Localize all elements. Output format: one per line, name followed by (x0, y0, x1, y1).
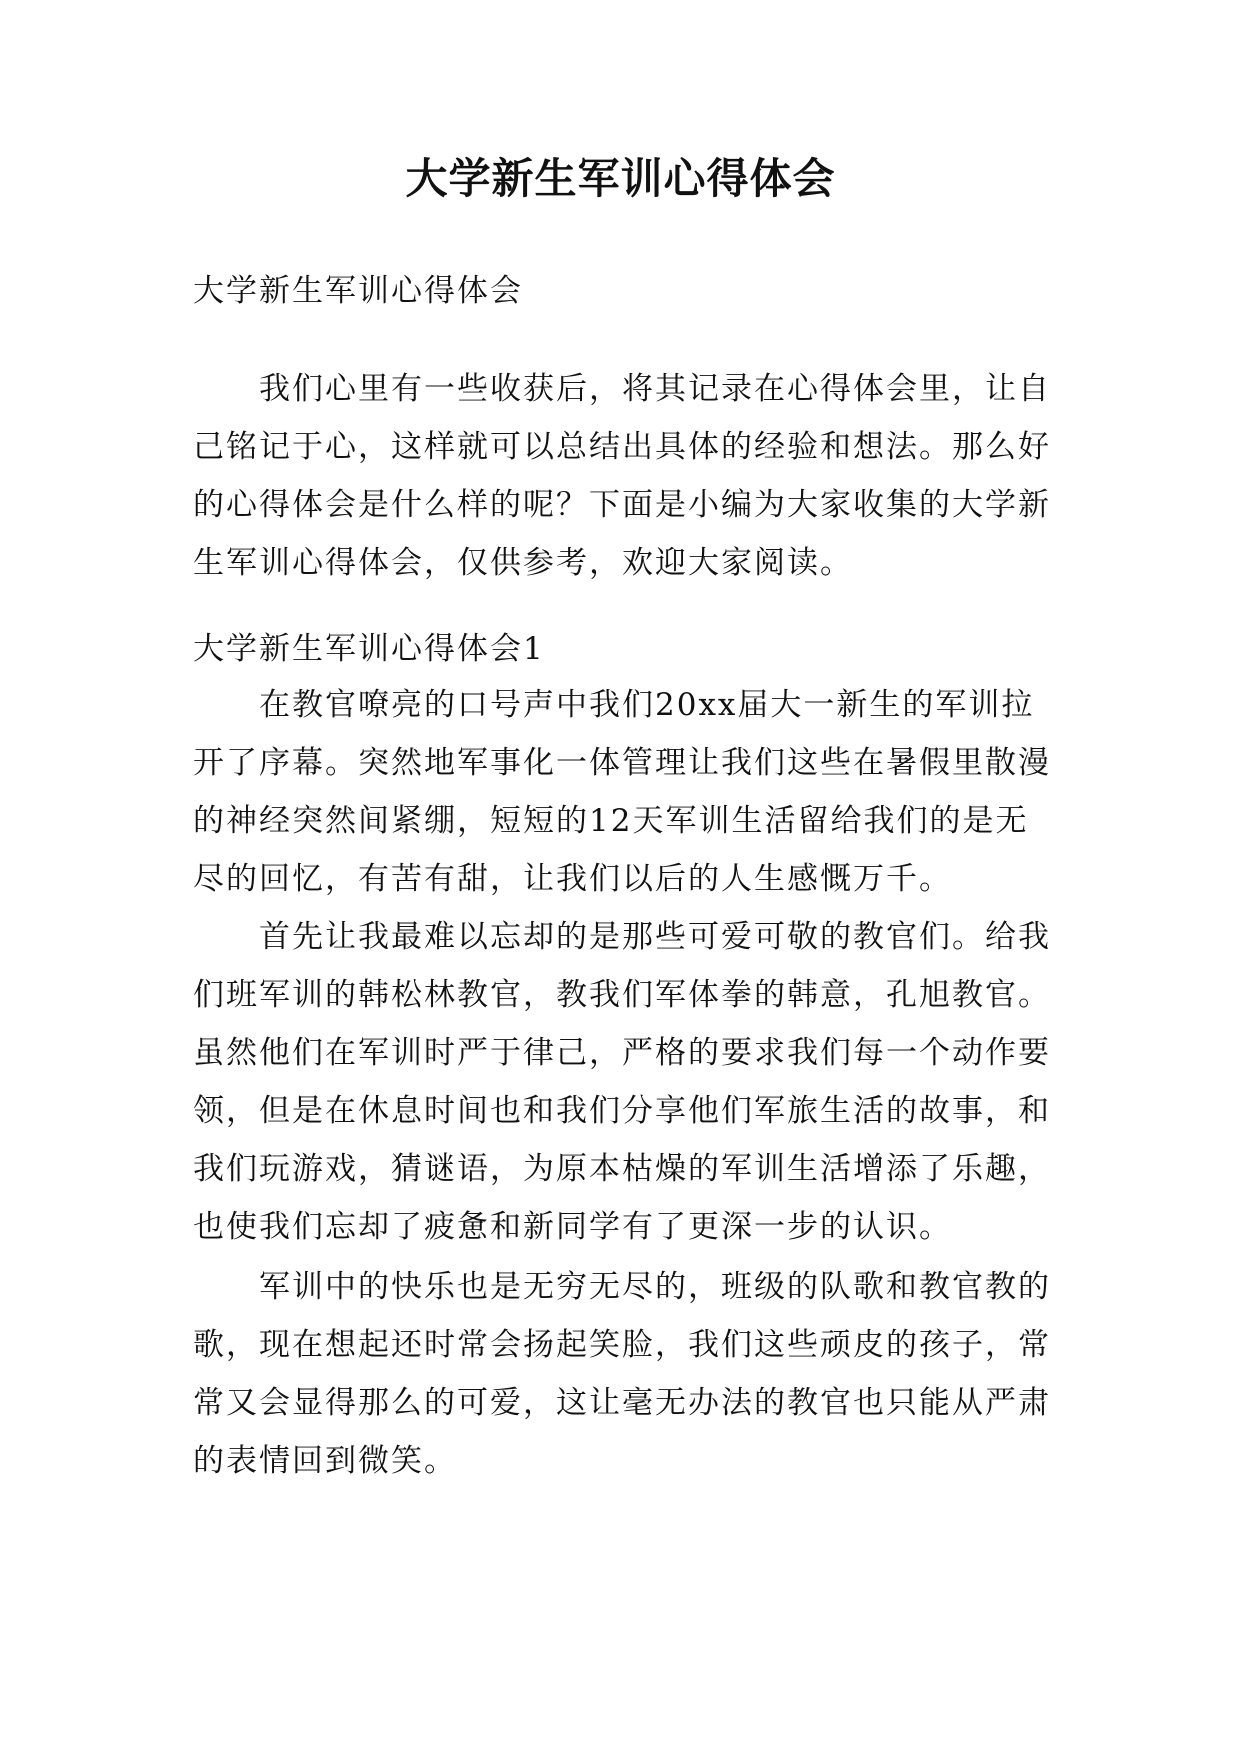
body-paragraph: 在教官嘹亮的口号声中我们20xx届大一新生的军训拉开了序幕。突然地军事化一体管理让我们这些在暑假里散漫的神经突然间紧绷，短短的12天军训生活留给我们的是无尽的回忆，有苦有甜，让我们以后的人生感慨万千。 (193, 687, 1051, 897)
body-paragraph: 首先让我最难以忘却的是那些可爱可敬的教官们。给我们班军训的韩松林教官，教我们军体拳的韩意，孔旭教官。虽然他们在军训时严于律己，严格的要求我们每一个动作要领，但是在休息时间也和我们分享他们军旅生活的故事，和我们玩游戏，猜谜语，为原本枯燥的军训生活增添了乐趣，也使我们忘却了疲惫和新同学有了更深一步的认识。 (193, 919, 1051, 1245)
document-title: 大学新生军训心得体会 (405, 154, 836, 203)
document-subtitle: 大学新生军训心得体会 (193, 273, 523, 309)
intro-paragraph: 我们心里有一些收获后，将其记录在心得体会里，让自己铭记于心，这样就可以总结出具体的经验和想法。那么好的心得体会是什么样的呢？下面是小编为大家收集的大学新生军训心得体会，仅供参考，欢迎大家阅读。 (193, 371, 1051, 581)
body-paragraph: 军训中的快乐也是无穷无尽的，班级的队歌和教官教的歌，现在想起还时常会扬起笑脸，我们这些顽皮的孩子，常常又会显得那么的可爱，这让毫无办法的教官也只能从严肃的表情回到微笑。 (193, 1269, 1051, 1479)
section-heading: 大学新生军训心得体会1 (193, 631, 545, 667)
